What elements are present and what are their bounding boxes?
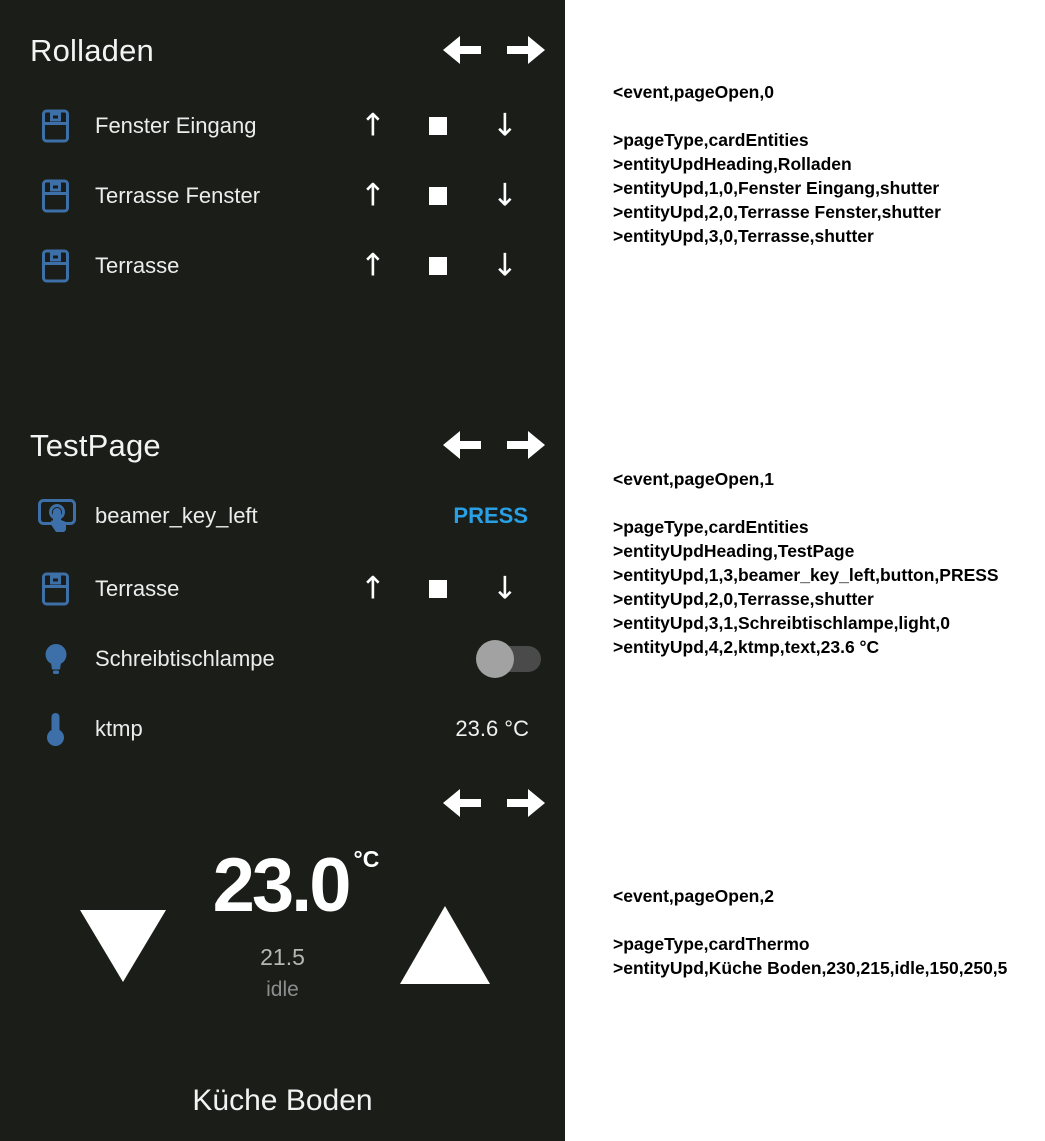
- card-thermo-kueche-boden: [0, 760, 565, 1141]
- entity-row-terrasse: [0, 567, 565, 611]
- nav-left-icon: [443, 430, 481, 460]
- entity-label: Terrasse: [95, 253, 180, 278]
- entity-row-ktmp: [0, 707, 565, 751]
- hvac-status: idle: [266, 978, 299, 1001]
- protocol-event-line: <event,pageOpen,2: [613, 886, 774, 906]
- light-toggle-off[interactable]: [483, 646, 541, 672]
- shutter-down-button[interactable]: ↓: [492, 247, 518, 284]
- shutter-icon: [42, 250, 69, 283]
- press-button[interactable]: PRESS: [453, 503, 528, 528]
- shutter-stop-button[interactable]: [429, 257, 447, 275]
- protocol-line: >entityUpd,Küche Boden,230,215,idle,150,250,5: [613, 958, 1008, 978]
- protocol-line: >entityUpd,3,0,Terrasse,shutter: [613, 226, 874, 246]
- shutter-up-button[interactable]: ↑: [360, 107, 386, 144]
- entity-row-fenster-eingang: [0, 104, 565, 148]
- toggle-knob: [476, 640, 514, 678]
- current-temperature: [212, 843, 380, 928]
- page-title: Rolladen: [30, 33, 154, 68]
- page-nav: [443, 32, 545, 68]
- protocol-event-line: <event,pageOpen,0: [613, 82, 774, 102]
- current-temperature-value: 23.0: [212, 843, 349, 928]
- protocol-line: >pageType,cardThermo: [613, 934, 810, 954]
- shutter-up-button[interactable]: ↑: [360, 177, 386, 214]
- nav-left-button[interactable]: [443, 785, 481, 821]
- nav-right-icon: [507, 430, 545, 460]
- thermometer-icon: [46, 712, 65, 746]
- shutter-up-button[interactable]: ↑: [360, 570, 386, 607]
- entity-row-beamer-key-left: [0, 494, 565, 538]
- shutter-down-button[interactable]: ↓: [492, 107, 518, 144]
- protocol-line: >entityUpd,4,2,ktmp,text,23.6 °C: [613, 637, 880, 657]
- shutter-down-button[interactable]: ↓: [492, 177, 518, 214]
- nav-right-button[interactable]: [507, 427, 545, 463]
- page-title: TestPage: [30, 428, 161, 463]
- protocol-line: >entityUpdHeading,Rolladen: [613, 154, 852, 174]
- protocol-line: >pageType,cardEntities: [613, 130, 809, 150]
- shutter-stop-button[interactable]: [429, 580, 447, 598]
- protocol-line: >entityUpd,1,3,beamer_key_left,button,PRESS: [613, 565, 999, 585]
- nav-left-icon: [443, 788, 481, 818]
- sensor-value: 23.6 °C: [455, 716, 529, 741]
- nav-left-icon: [443, 35, 481, 65]
- shutter-down-button[interactable]: ↓: [492, 570, 518, 607]
- entity-row-schreibtischlampe: [0, 637, 565, 681]
- entity-label: Terrasse Fenster: [95, 183, 261, 208]
- nav-left-button[interactable]: [443, 427, 481, 463]
- protocol-block-page0: [613, 80, 941, 248]
- page-nav: [443, 785, 545, 821]
- nav-right-button[interactable]: [507, 32, 545, 68]
- temperature-unit: °C: [353, 846, 380, 872]
- entity-row-terrasse: [0, 244, 565, 288]
- protocol-line: >entityUpd,1,0,Fenster Eingang,shutter: [613, 178, 940, 198]
- entity-label: Terrasse: [95, 576, 180, 601]
- protocol-line: >entityUpd,2,0,Terrasse Fenster,shutter: [613, 202, 941, 222]
- entity-label: Schreibtischlampe: [95, 646, 275, 671]
- protocol-line: >entityUpdHeading,TestPage: [613, 541, 855, 561]
- nav-right-icon: [507, 788, 545, 818]
- entity-label: Fenster Eingang: [95, 113, 257, 138]
- protocol-line: >pageType,cardEntities: [613, 517, 809, 537]
- protocol-block-page1: [613, 467, 999, 659]
- lightbulb-icon: [44, 644, 68, 675]
- card-entities-rolladen: [0, 0, 565, 393]
- entity-label: ktmp: [95, 716, 143, 741]
- touch-button-icon: [38, 499, 76, 533]
- entity-label: beamer_key_left: [95, 503, 258, 528]
- page-nav: [443, 427, 545, 463]
- nav-right-button[interactable]: [507, 785, 545, 821]
- shutter-icon: [42, 110, 69, 143]
- shutter-icon: [42, 180, 69, 213]
- setpoint-temperature: 21.5: [260, 944, 305, 970]
- protocol-event-line: <event,pageOpen,1: [613, 469, 774, 489]
- nav-left-button[interactable]: [443, 32, 481, 68]
- card-entities-testpage: [0, 393, 565, 760]
- protocol-line: >entityUpd,2,0,Terrasse,shutter: [613, 589, 874, 609]
- shutter-stop-button[interactable]: [429, 117, 447, 135]
- protocol-line: >entityUpd,3,1,Schreibtischlampe,light,0: [613, 613, 950, 633]
- entity-row-terrasse-fenster: [0, 174, 565, 218]
- protocol-block-page2: [613, 884, 1007, 980]
- shutter-stop-button[interactable]: [429, 187, 447, 205]
- shutter-up-button[interactable]: ↑: [360, 247, 386, 284]
- shutter-icon: [42, 573, 69, 606]
- nav-right-icon: [507, 35, 545, 65]
- thermostat-title: Küche Boden: [192, 1084, 373, 1117]
